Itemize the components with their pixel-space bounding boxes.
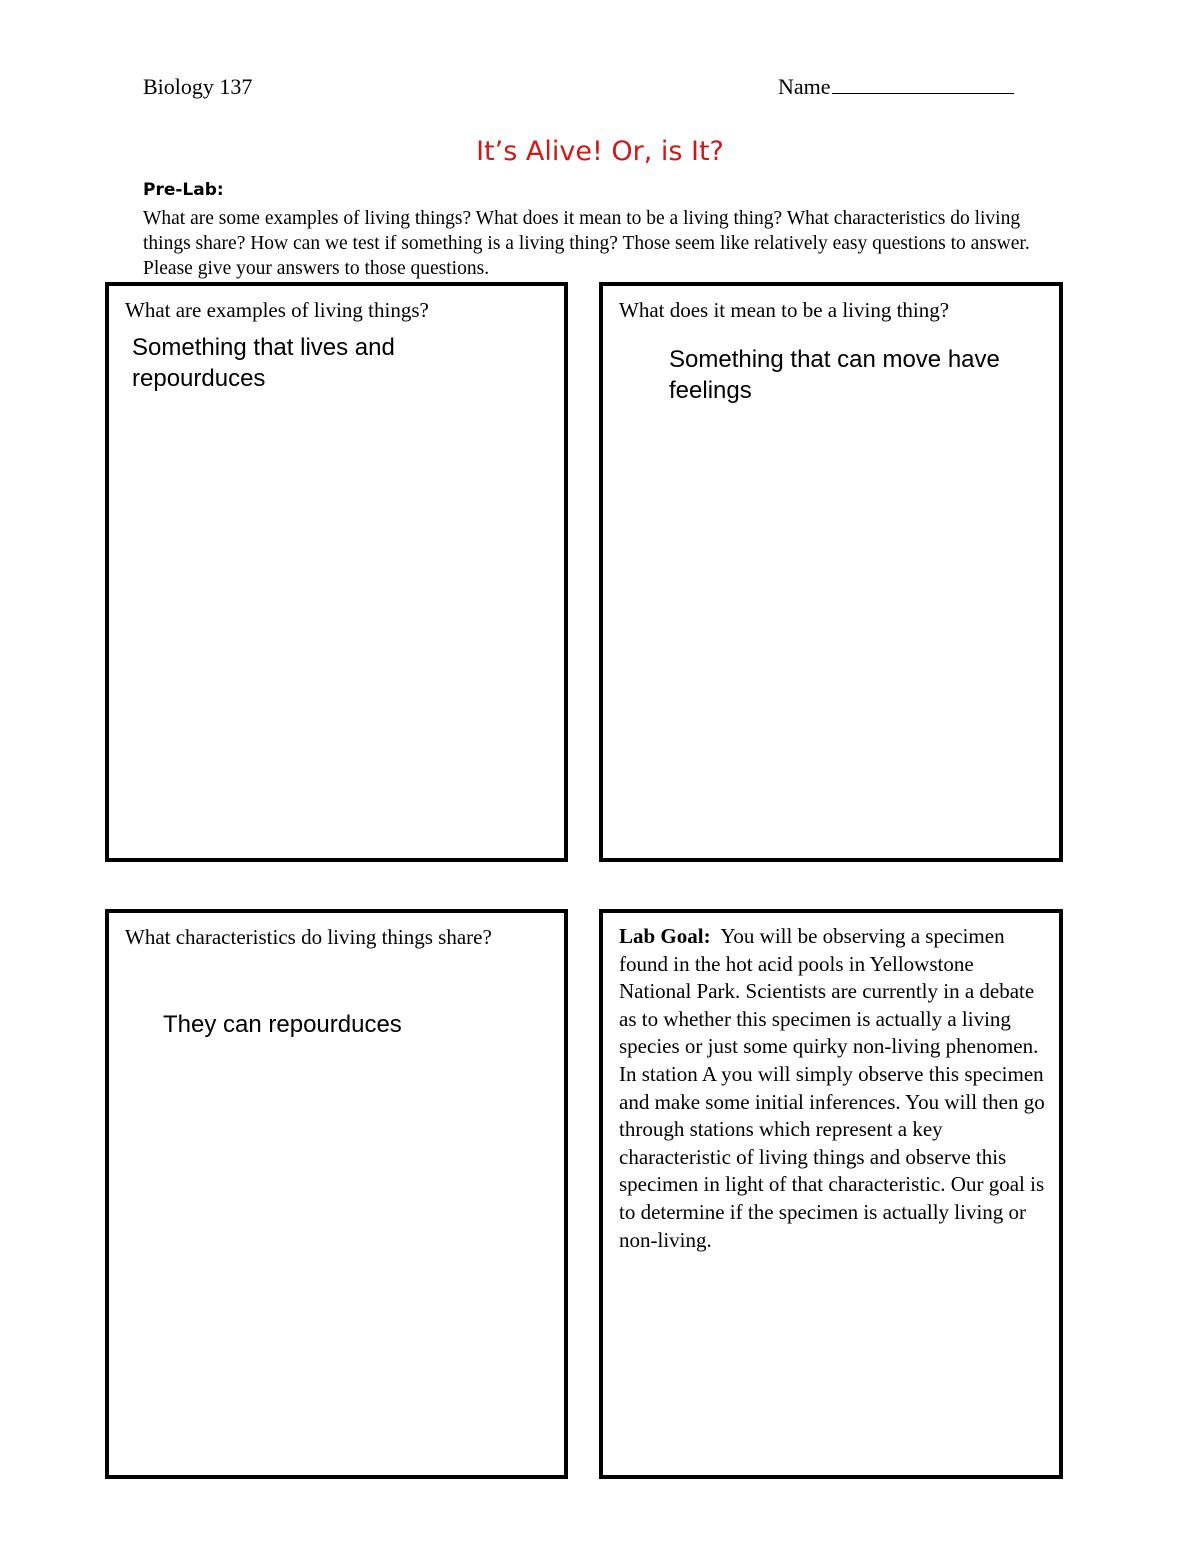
lab-goal-label: Lab Goal: — [619, 924, 711, 948]
question-examples: What are examples of living things? — [125, 298, 429, 322]
lab-goal — [619, 923, 1051, 1254]
lab-goal-box — [599, 909, 1063, 1479]
name-field — [778, 74, 1014, 100]
name-label: Name — [778, 74, 831, 99]
prelab-heading: Pre-Lab: — [143, 180, 224, 200]
answer-box-examples[interactable] — [105, 282, 568, 862]
name-blank-line[interactable] — [832, 75, 1014, 94]
course-title: Biology 137 — [143, 74, 253, 99]
answer-examples[interactable]: Something that lives and repourduces — [132, 334, 395, 392]
answer-characteristics[interactable]: They can repourduces — [163, 1011, 402, 1038]
question-meaning: What does it mean to be a living thing? — [619, 298, 950, 322]
question-characteristics: What characteristics do living things share? — [125, 925, 492, 949]
answer-box-characteristics[interactable] — [105, 909, 568, 1479]
worksheet-title: It’s Alive! Or, is It? — [476, 136, 724, 167]
answer-box-meaning[interactable] — [599, 282, 1063, 862]
lab-goal-text: You will be observing a specimen found in the hot acid pools in Yellowstone National Park. Scientists are currently in a debate as to whether this specimen is actually a living species or just some quirky non-living phenomen. In station A you will simply observe this specimen and make some initial inferences. You will then go through stations which represent a key characteristic of living things and observe this specimen in light of that characteristic. Our goal is to determine if the specimen is actually living or non-living. — [619, 924, 1045, 1252]
answer-meaning[interactable]: Something that can move have feelings — [669, 346, 1000, 404]
prelab-instructions: What are some examples of living things? What does it mean to be a living thing? What characteristics do living things share? How can we test if something is a living thing? Those seem like relatively easy questions to answer. Please give your answers to those questions. — [143, 208, 1030, 279]
